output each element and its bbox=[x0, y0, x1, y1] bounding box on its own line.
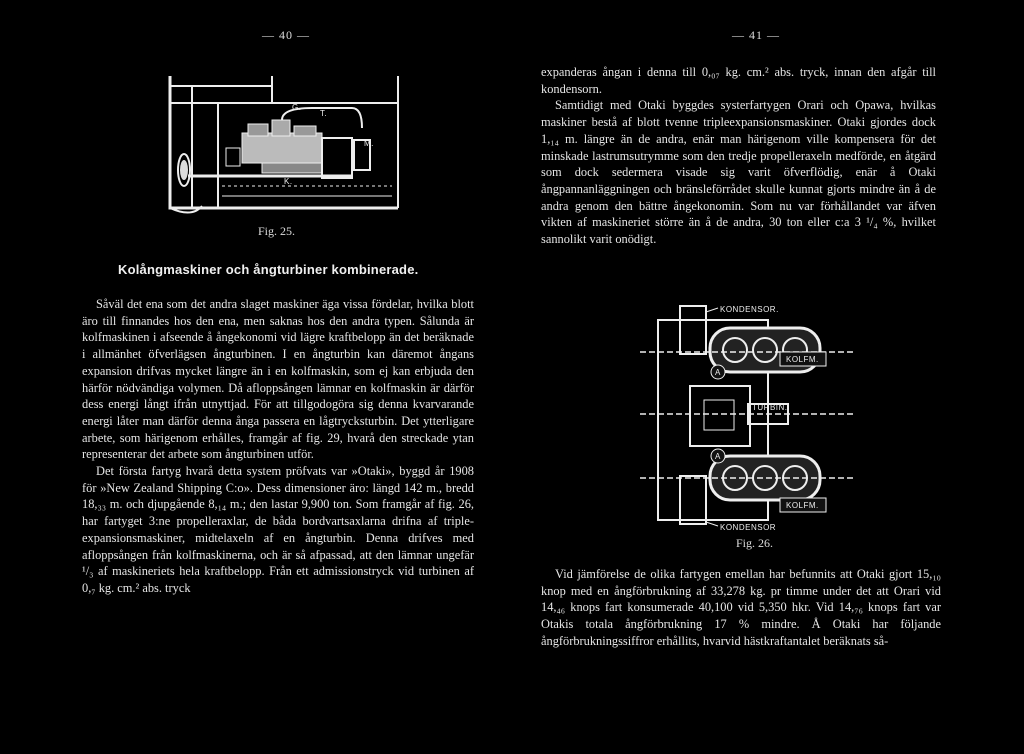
left-body bbox=[82, 296, 474, 597]
marker-a-lower: A bbox=[715, 452, 721, 461]
figure-caption: Fig. 26. bbox=[736, 536, 774, 550]
paragraph: Det första fartyg hvarå detta system pröfvats var »Otaki», byggd år 1908 för »New Zealand Shipping C:o». Dess dimensioner äro: längd 142 m., bredd 18,₃₃ m. och djupgående 8,₁₄ m.; den lastar 9,900 ton. Som framgår af fig. 26, har fartyget 3:ne propelleraxlar, de båda bordvartsaxlarna drifna af triple-expansionsmaskiner, midtelaxeln af en ångturbin. Denna drifves med afloppsången från kolfmaskinerna, och är så afpassad, att den lämnar ungefär ¹/₃ af maskineriets hela kraftbelopp. Från ett admissionstryck vid turbinen af 0,₇ kg. cm.² abs. tryck bbox=[82, 464, 474, 595]
machinery-layout-diagram bbox=[640, 300, 860, 535]
paragraph: Samtidigt med Otaki byggdes systerfartygen Orari och Opawa, hvilkas maskiner bestå af blott tvenne tripleexpansionsmaskiner. Otaki gjordes dock 1,₁₄ m. längre än de andra, enär man härigenom ville kompensera för det minskade lastrumsutrymme som den tredje propelleraxeln medförde, en åtgärd som dock sedermera visade sig varit öfverflödig, enär å Otaki ångpannanläggningen och bränsleförrådet skulle kunnat gjorts mindre än å de andra genom den bättre ångekonomin. Som nu var förhållandet var äfven vikten af maskineriet större än å de andra, 30 ton eller c:a 3 ¹/₄ %, hvilket sannolikt varit onödigt. bbox=[541, 98, 936, 247]
right-page bbox=[512, 0, 1024, 754]
page-number: — 41 — bbox=[732, 28, 780, 42]
paragraph: Vid jämförelse de olika fartygen emellan har befunnits att Otaki gjort 15,₁₀ knop med en ångförbrukning af 33,278 kg. pr timme under det att Orari vid 14,₄₆ knops fart konsumerade 40,100 vid 5,350 hkr. Vid 14,₇₆ knops fart var Otakis totala ångförbrukning 17 % mindre. Å Otaki har följande ångförbrukningssiffror erhållits, hvarvid hästkraftantalet beräknats så- bbox=[541, 567, 941, 648]
label-k: K. bbox=[284, 177, 293, 186]
paragraph: expanderas ångan i denna till 0,₀₇ kg. cm.² abs. tryck, innan den afgår till kondensorn. bbox=[541, 65, 936, 96]
right-bottom-body bbox=[541, 566, 941, 650]
label-m: M. bbox=[364, 139, 374, 148]
label-t: T. bbox=[320, 109, 328, 118]
marker-a-upper: A bbox=[715, 368, 721, 377]
label-g: G. bbox=[292, 103, 302, 112]
figure-caption: Fig. 25. bbox=[258, 224, 296, 238]
label-condenser-top: KONDENSOR. bbox=[720, 305, 779, 314]
engine-room-diagram bbox=[162, 58, 402, 228]
page-number: — 40 — bbox=[262, 28, 310, 42]
label-condenser-bottom: KONDENSOR bbox=[720, 523, 777, 532]
section-heading: Kolångmaskiner och ångturbiner kombinerade. bbox=[118, 262, 419, 277]
label-turbine: TURBIN. bbox=[752, 403, 788, 412]
paragraph: Såväl det ena som det andra slaget maskiner äga vissa fördelar, hvilka blott äro till finnandes hos den ena, men saknas hos den andra typen. Sålunda är kolfmaskinen i afseende å ångekonomi vid lägre kraftbelopp än det beräknade i allmänhet öfverlägsen ångturbinen. I en ångturbin kan däremot ångans expansion drifvas mycket längre än i en kolfmaskin, som ej kan erbjuda den härför nödvändiga volymen. Då afloppsången lämnar en kolfmaskin är därför dess energi långt ifrån utnyttjad. För att tillgodogöra sig denna kvarvarande energi låter man därför denna ånga passera en lågtrycksturbin. Det ytterligare arbete, som härigenom erhålles, framgår af fig. 29, hvarå den streckade ytan representerar det arbete som ångturbinen utför. bbox=[82, 297, 474, 462]
label-engine-upper: KOLFM. bbox=[786, 355, 819, 364]
label-engine-lower: KOLFM. bbox=[786, 501, 819, 510]
right-body bbox=[541, 64, 936, 248]
